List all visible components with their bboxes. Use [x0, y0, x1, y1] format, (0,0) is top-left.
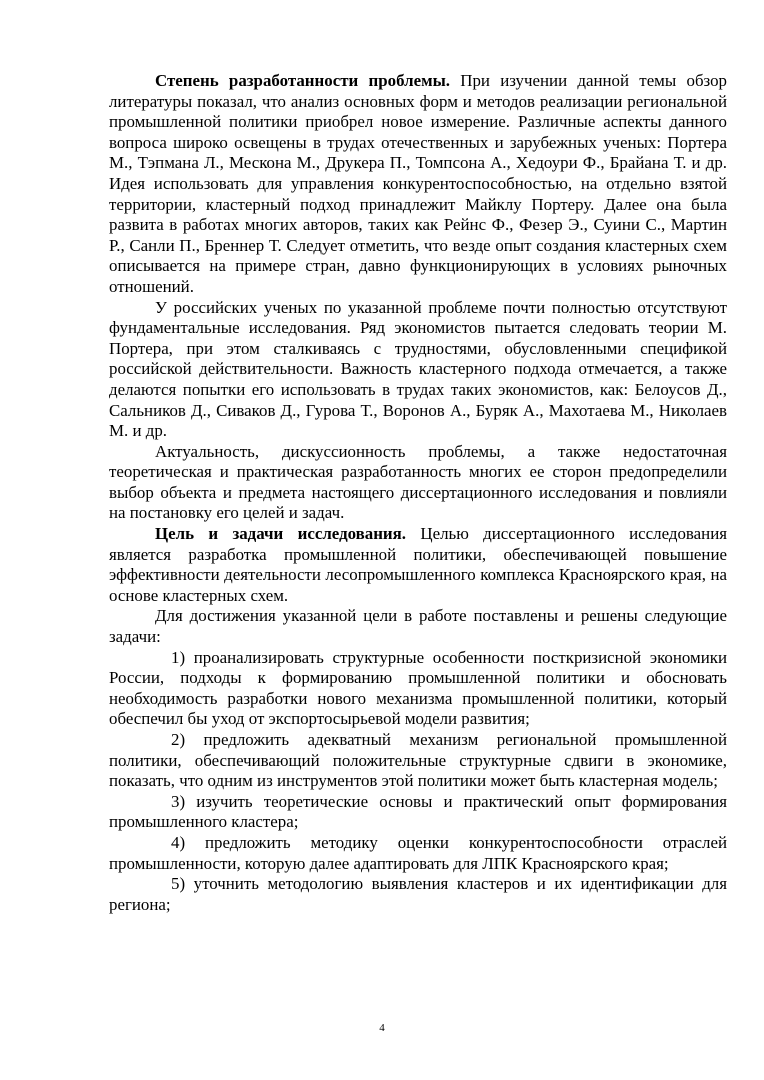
paragraph-text: Актуальность, дискуссионность проблемы, а также недостаточная теоретическая и практическая разработанность многих ее сторон предопределили выбор объекта и предмета настоящего диссертационного исследования и повлияли на постановку его целей и задач.	[109, 441, 727, 523]
task-item-1: 1) проанализировать структурные особенности посткризисной экономики России, подходы к формированию промышленной политики и обосновать необходимость разработки нового механизма промышленной политики, который обеспечил бы уход от экспортосырьевой модели развития;	[109, 647, 727, 729]
paragraph-text: У российских ученых по указанной проблеме почти полностью отсутствуют фундаментальные исследования. Ряд экономистов пытается следовать теории М. Портера, при этом сталкиваясь с трудностями, обусловленными спецификой российской действительности. Важность кластерного подхода отмечается, а также делаются попытки его использовать в трудах таких экономистов, как: Белоусов Д., Сальников Д., Сиваков Д., Гурова Т., Воронов А., Буряк А., Махотаева М., Николаев М. и др.	[109, 297, 727, 441]
paragraph-lead: Степень разработанности проблемы.	[155, 71, 450, 90]
task-item-5: 5) уточнить методологию выявления кластеров и их идентификации для региона;	[109, 874, 727, 914]
paragraph-russian-scholars	[109, 298, 727, 442]
paragraph-tasks-intro	[109, 606, 727, 647]
paragraph-lead: Цель и задачи исследования.	[155, 524, 407, 544]
page-number: 4	[379, 1022, 385, 1034]
paragraph-text: Для достижения указанной цели в работе поставлены и решены следующие задачи:	[109, 606, 727, 647]
task-item-4: 4) предложить методику оценки конкурентоспособности отраслей промышленности, которую далее адаптировать для ЛПК Красноярского края;	[109, 832, 727, 873]
paragraph-research-goal	[109, 524, 727, 606]
paragraph-text: При изучении данной темы обзор литературы показал, что анализ основных форм и методов реализации региональной промышленной политики приобрел новое измерение. Различные аспекты данного вопроса широко освещены в трудах отечественных и зарубежных ученых: Портера М., Тэпмана Л., Мескона М., Друкера П., Томпсона А., Хедоури Ф., Брайана Т. и др. Идея использовать для управления конкурентоспособностью, на отдельно взятой территории, кластерный подход принадлежит Майклу Портеру. Далее она была развита в работах многих авторов, таких как Рейнс Ф., Фезер Э., Суини С., Мартин Р., Санли П., Бреннер Т. Следует отметить, что везде опыт создания кластерных схем описывается на примере стран, давно функционирующих в условиях рыночных отношений.	[109, 71, 727, 296]
task-item-2: 2) предложить адекватный механизм региональной промышленной политики, обеспечивающий положительные структурные сдвиги в экономике, показать, что одним из инструментов этой политики может быть кластерная модель;	[109, 730, 727, 791]
document-body	[109, 71, 727, 915]
paragraph-text: Целью диссертационного исследования является разработка промышленной политики, обеспечивающей повышение эффективности деятельности лесопромышленного комплекса Красноярского края, на основе кластерных схем.	[109, 524, 727, 605]
paragraph-relevance	[109, 442, 727, 524]
task-item-3: 3) изучить теоретические основы и практический опыт формирования промышленного кластера;	[109, 791, 727, 832]
paragraph-problem-development	[109, 71, 727, 298]
